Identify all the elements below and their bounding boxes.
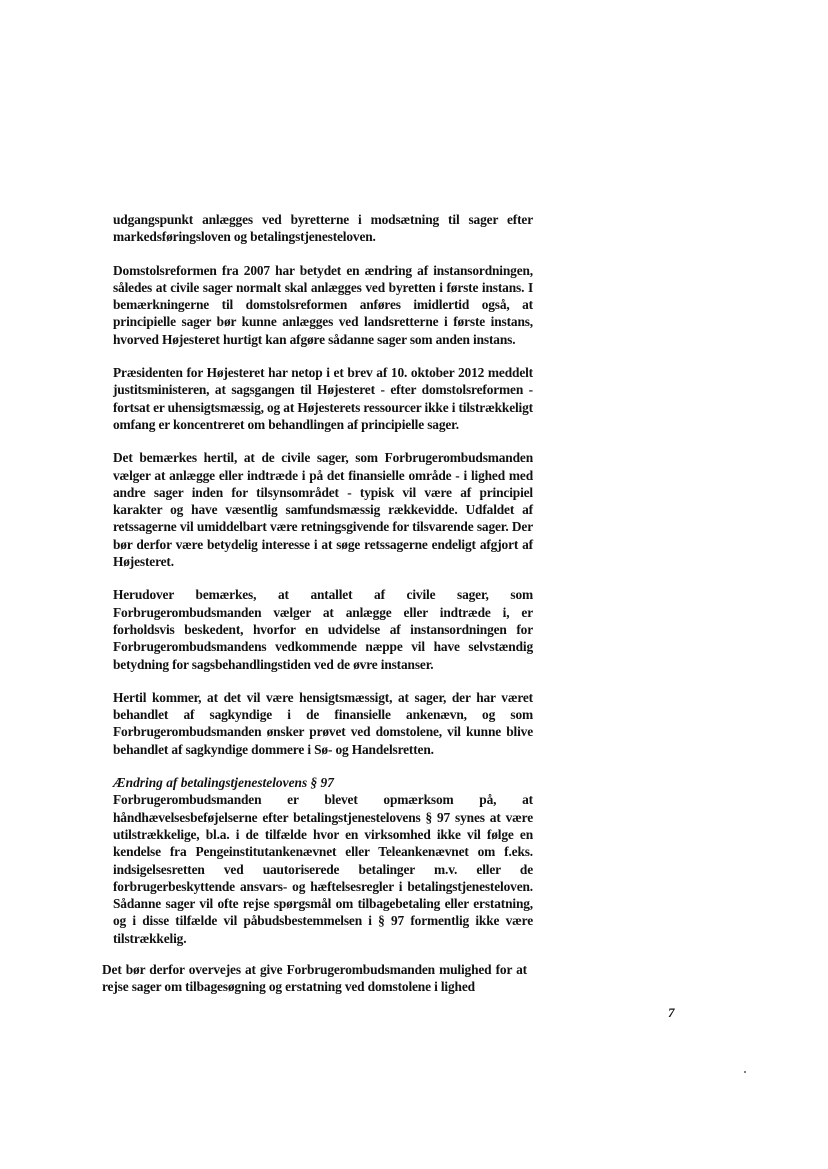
page-number: 7 <box>668 1005 675 1020</box>
scan-speck <box>744 1071 746 1073</box>
paragraph-sagkyndige: Hertil kommer, at det vil være hensigtsmæssigt, at sager, der har været behandlet af sagkyndige i de finansielle ankenævn, og som Forbrugerombudsmanden ønsker prøvet ved domstolene, vil kunne blive behandlet af sagkyndige dommere i Sø- og Handelsretten. <box>113 689 533 757</box>
paragraph-handhaevelse: Forbrugerombudsmanden er blevet opmærksom på, at håndhævelsesbeføjelserne efter betalingstjenestelovens § 97 synes at være utilstrækkelige, bl.a. i de tilfælde hvor en virksomhed ikke vil følge en kendelse fra Pengeinstitutankenævnet eller Teleankenævnet om f.eks. indsigelsesretten ved uautoriserede betalinger m.v. eller de forbrugerbeskyttende ansvars- og hæftelsesregler i betalingstjenesteloven. Sådanne sager vil ofte rejse spørgsmål om tilbagebetaling eller erstatning, og i disse tilfælde vil påbudsbestemmelsen i § 97 formentlig ikke være tilstrækkelig. <box>113 792 533 946</box>
paragraph-antal-sager: Herudover bemærkes, at antallet af civile sager, som Forbrugerombudsmanden vælger at anlægge eller indtræde i, er forholdsvis beskedent, hvorfor en udvidelse af instansordningen for Forbrugerombudsmandens vedkommende næppe vil have selvstændig betydning for sagsbehandlingstiden ved de øvre instanser. <box>113 587 533 672</box>
paragraph-intro-continuation: udgangspunkt anlægges ved byretterne i modsætning til sager efter markedsføringsloven og betalingstjenesteloven. <box>113 212 533 245</box>
document-body <box>102 211 533 996</box>
section-heading: Ændring af betalingstjenestelovens § 97 <box>113 775 334 791</box>
paragraph-overvejelse: Det bør derfor overvejes at give Forbrugerombudsmanden mulighed for at rejse sager om tilbagesøgning og erstatning ved domstolene i lighed <box>102 961 527 995</box>
paragraph-civile-sager: Det bemærkes hertil, at de civile sager, som Forbrugerombudsmanden vælger at anlægge eller indtræde i på det finansielle område - i lighed med andre sager inden for tilsynsområdet - typisk vil være af principiel karakter og have væsentlig samfundsmæssig rækkevidde. Udfaldet af retssagerne vil umiddelbart være retningsgivende for tilsvarende sager. Der bør derfor være betydelig interesse i at søge retssagerne endeligt afgjort af Højesteret. <box>113 450 533 570</box>
paragraph-domstolsreform: Domstolsreformen fra 2007 har betydet en ændring af instansordningen, således at civile sager normalt skal anlægges ved byretten i første instans. I bemærkningerne til domstolsreformen anføres imidlertid også, at principielle sager bør kunne anlægges ved landsretterne i første instans, hvorved Højesteret hurtigt kan afgøre sådanne sager som anden instans. <box>113 262 533 347</box>
paragraph-hojesteret-brev: Præsidenten for Højesteret har netop i et brev af 10. oktober 2012 meddelt justitsministeren, at sagsgangen til Højesteret - efter domstolsreformen - fortsat er uhensigtsmæssig, og at Højesterets ressourcer ikke i tilstrækkeligt omfang er koncentreret om behandlingen af principielle sager. <box>113 365 533 432</box>
